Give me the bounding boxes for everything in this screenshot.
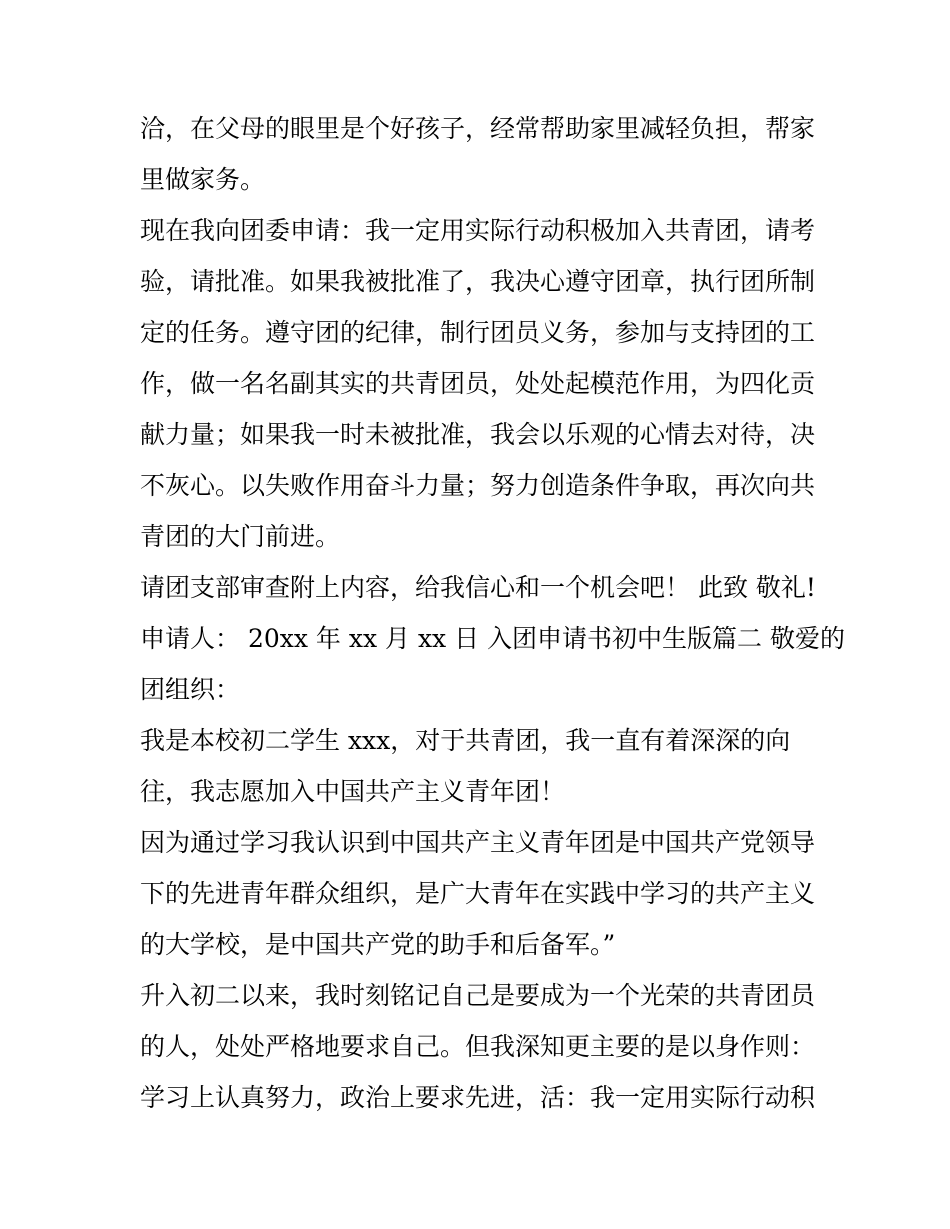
text-line: 验，请批准。如果我被批准了，我决心遵守团章，执行团所制 xyxy=(140,267,816,296)
text-line: 我是本校初二学生 xxx，对于共青团，我一直有着深深的向 xyxy=(140,726,791,755)
text-line: 申请人： 20xx 年 xx 月 xx 日 入团申请书初中生版篇二 敬爱的 xyxy=(140,624,845,653)
text-line: 作，做一名名副其实的共青团员，处处起模范作用，为四化贡 xyxy=(140,369,816,398)
text-line: 青团的大门前进。 xyxy=(140,522,341,551)
text-line: 往，我志愿加入中国共产主义青年团！ xyxy=(140,777,566,806)
text-line: 学习上认真努力，政治上要求先进，活：我一定用实际行动积 xyxy=(140,1083,816,1112)
text-line: 定的任务。遵守团的纪律，制行团员义务，参加与支持团的工 xyxy=(140,318,816,347)
text-line: 团组织： xyxy=(140,675,241,704)
text-line: 不灰心。以失败作用奋斗力量；努力创造条件争取，再次向共 xyxy=(140,471,816,500)
text-line: 里做家务。 xyxy=(140,165,266,194)
text-line: 洽，在父母的眼里是个好孩子，经常帮助家里减轻负担，帮家 xyxy=(140,114,816,143)
text-line: 的大学校，是中国共产党的助手和后备军。” xyxy=(140,930,616,959)
text-line: 下的先进青年群众组织，是广大青年在实践中学习的共产主义 xyxy=(140,879,816,908)
text-line: 升入初二以来，我时刻铭记自己是要成为一个光荣的共青团员 xyxy=(140,981,816,1010)
document-body xyxy=(140,103,845,1123)
text-line: 的人，处处严格地要求自己。但我深知更主要的是以身作则： xyxy=(140,1032,816,1061)
text-line: 请团支部审查附上内容，给我信心和一个机会吧！ 此致 敬礼! xyxy=(140,573,816,602)
text-line: 因为通过学习我认识到中国共产主义青年团是中国共产党领导 xyxy=(140,828,816,857)
text-line: 现在我向团委申请：我一定用实际行动积极加入共青团，请考 xyxy=(140,216,816,245)
text-line: 献力量；如果我一时未被批准，我会以乐观的心情去对待，决 xyxy=(140,420,816,449)
